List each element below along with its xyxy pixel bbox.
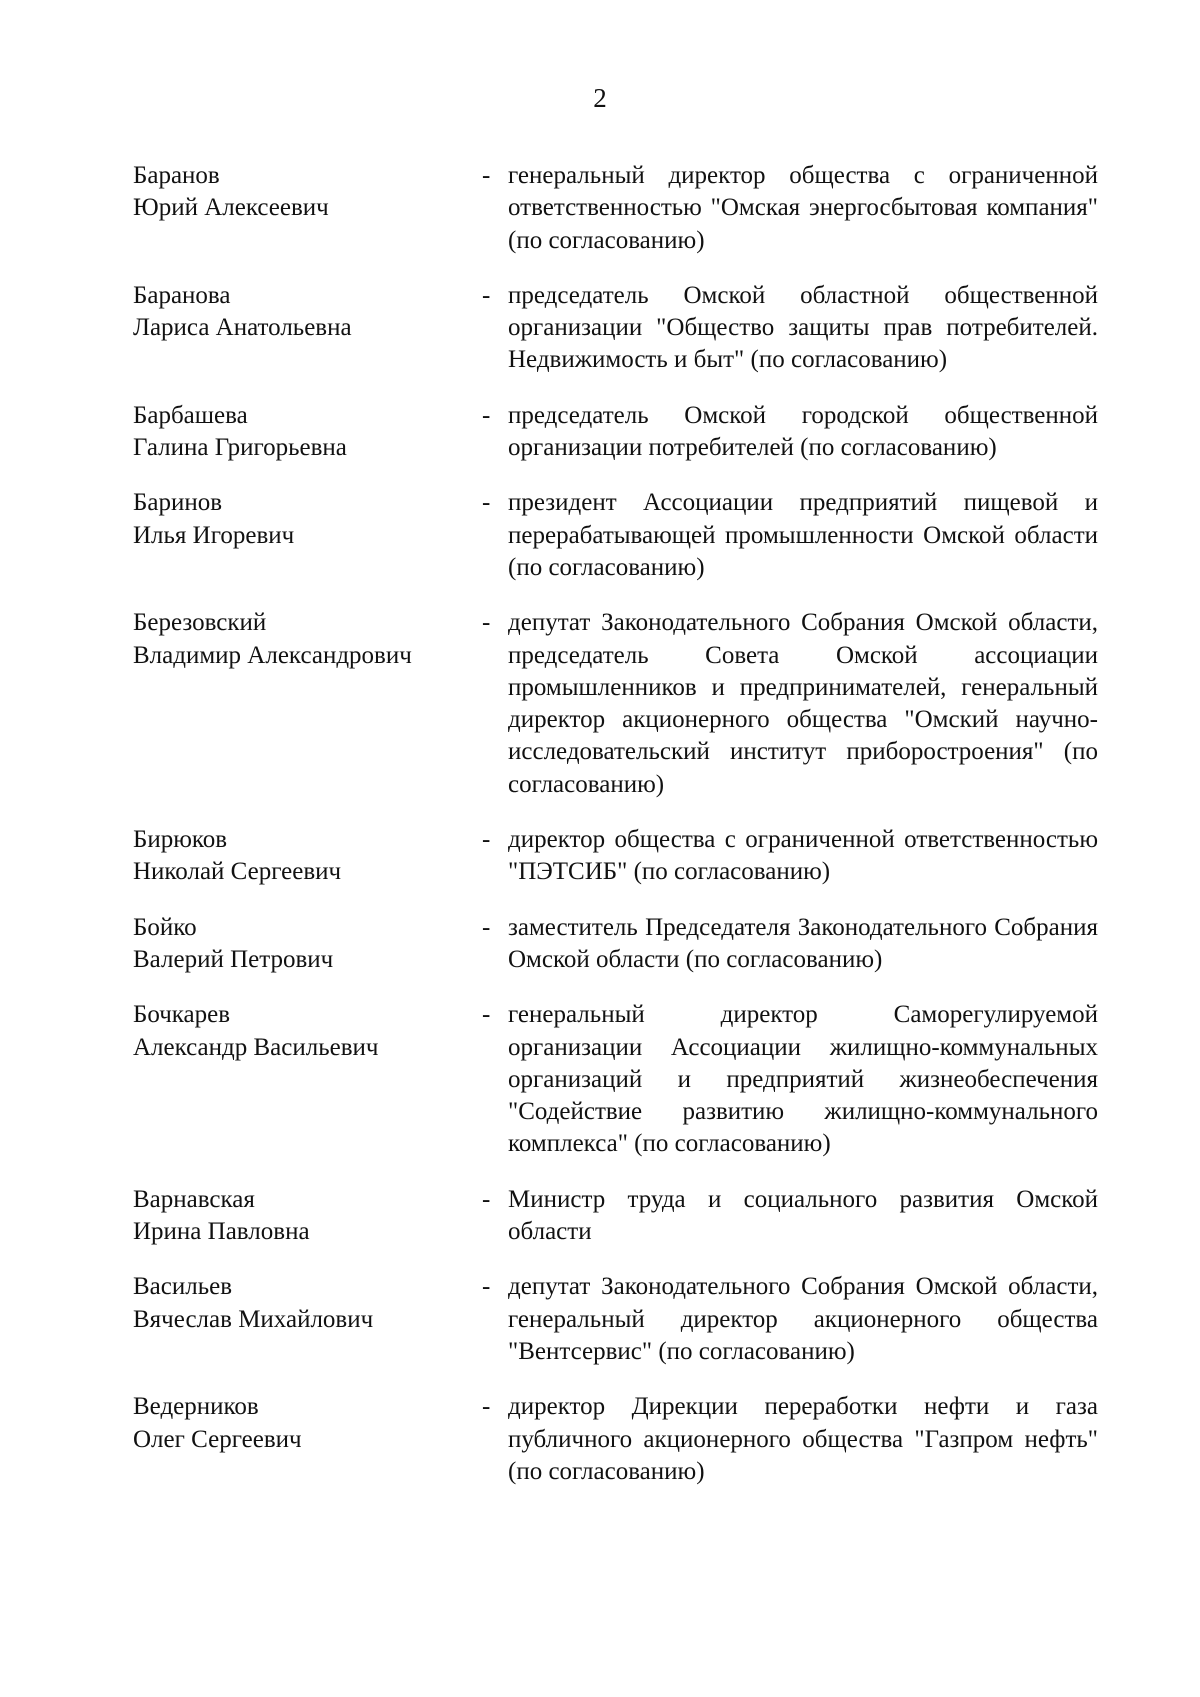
member-position: депутат Законодательного Собрания Омской области, генеральный директор акционерного общества "Вентсервис" (по согласованию) xyxy=(508,1273,1098,1365)
member-name xyxy=(133,607,482,672)
member-given-names: Галина Григорьевна xyxy=(133,434,347,462)
member-given-names: Олег Сергеевич xyxy=(133,1425,302,1453)
member-position: депутат Законодательного Собрания Омской области, председатель Совета Омской ассоциации промышленников и предпринимателей, генеральный директор акционерного общества "Омский научно-исследовательский институт приборостроения" (по согласованию) xyxy=(508,609,1098,798)
member-surname: Баранова xyxy=(133,281,231,309)
dash-separator: - xyxy=(482,1273,491,1301)
member-surname: Баринов xyxy=(133,489,223,517)
member-given-names: Лариса Анатольевна xyxy=(133,314,352,342)
member-surname: Березовский xyxy=(133,609,267,637)
member-surname: Бирюков xyxy=(133,826,228,854)
member-given-names: Александр Васильевич xyxy=(133,1033,379,1061)
member-position: Министр труда и социального развития Омской области xyxy=(508,1185,1098,1246)
member-name xyxy=(133,999,482,1064)
dash-separator: - xyxy=(482,826,491,854)
member-name xyxy=(133,1391,482,1456)
list-item xyxy=(133,160,1108,257)
dash-separator: - xyxy=(482,1185,491,1213)
list-item xyxy=(133,400,1108,465)
dash-separator: - xyxy=(482,1393,491,1421)
list-item xyxy=(133,1271,1108,1368)
member-surname: Ведерников xyxy=(133,1393,259,1421)
member-name xyxy=(133,487,482,552)
member-position: генеральный директор Саморегулируемой организации Ассоциации жилищно-коммунальных организаций и предприятий жизнеобеспечения "Содействие развитию жилищно-коммунального комплекса" (по согласованию) xyxy=(508,1001,1098,1158)
member-surname: Варнавская xyxy=(133,1185,255,1213)
member-given-names: Николай Сергеевич xyxy=(133,858,342,886)
member-given-names: Юрий Алексеевич xyxy=(133,194,329,222)
members-list xyxy=(133,160,1108,1511)
member-surname: Баранов xyxy=(133,162,220,189)
dash-separator: - xyxy=(482,401,491,429)
member-name xyxy=(133,400,482,465)
member-name xyxy=(133,1271,482,1336)
list-item xyxy=(133,824,1108,889)
dash-separator: - xyxy=(482,489,491,517)
list-item xyxy=(133,607,1108,801)
dash-separator: - xyxy=(482,1001,491,1029)
member-name xyxy=(133,280,482,345)
list-item xyxy=(133,1184,1108,1249)
member-position: председатель Омской областной общественной организации "Общество защиты прав потребителей. Недвижимость и быт" (по согласованию) xyxy=(508,281,1098,374)
page-number: 2 xyxy=(593,83,607,113)
dash-separator: - xyxy=(482,913,491,941)
member-name xyxy=(133,824,482,889)
dash-separator: - xyxy=(482,609,491,637)
member-surname: Бойко xyxy=(133,913,197,941)
list-item xyxy=(133,1391,1108,1488)
member-name xyxy=(133,1184,482,1249)
member-name xyxy=(133,160,482,225)
member-given-names: Валерий Петрович xyxy=(133,945,334,973)
member-given-names: Ирина Павловна xyxy=(133,1218,310,1246)
member-given-names: Вячеслав Михайлович xyxy=(133,1305,374,1333)
member-surname: Васильев xyxy=(133,1273,233,1301)
member-position: президент Ассоциации предприятий пищевой и перерабатывающей промышленности Омской области (по согласованию) xyxy=(508,489,1098,581)
member-surname: Бочкарев xyxy=(133,1001,231,1029)
member-surname: Барбашева xyxy=(133,401,248,429)
list-item xyxy=(133,280,1108,377)
member-position: генеральный директор общества с ограниченной ответственностью "Омская энергосбытовая компания" (по согласованию) xyxy=(508,162,1098,254)
member-name xyxy=(133,912,482,977)
list-item xyxy=(133,487,1108,584)
member-position: директор общества с ограниченной ответственностью "ПЭТСИБ" (по согласованию) xyxy=(508,826,1098,886)
member-given-names: Владимир Александрович xyxy=(133,641,412,669)
member-position: председатель Омской городской общественной организации потребителей (по согласованию) xyxy=(508,401,1098,462)
list-item xyxy=(133,912,1108,977)
member-position: заместитель Председателя Законодательного Собрания Омской области (по согласованию) xyxy=(508,913,1098,973)
member-position: директор Дирекции переработки нефти и газа публичного акционерного общества "Газпром нефть" (по согласованию) xyxy=(508,1393,1098,1485)
list-item xyxy=(133,999,1108,1160)
dash-separator: - xyxy=(482,281,491,309)
member-given-names: Илья Игоревич xyxy=(133,521,295,549)
dash-separator: - xyxy=(482,162,491,189)
